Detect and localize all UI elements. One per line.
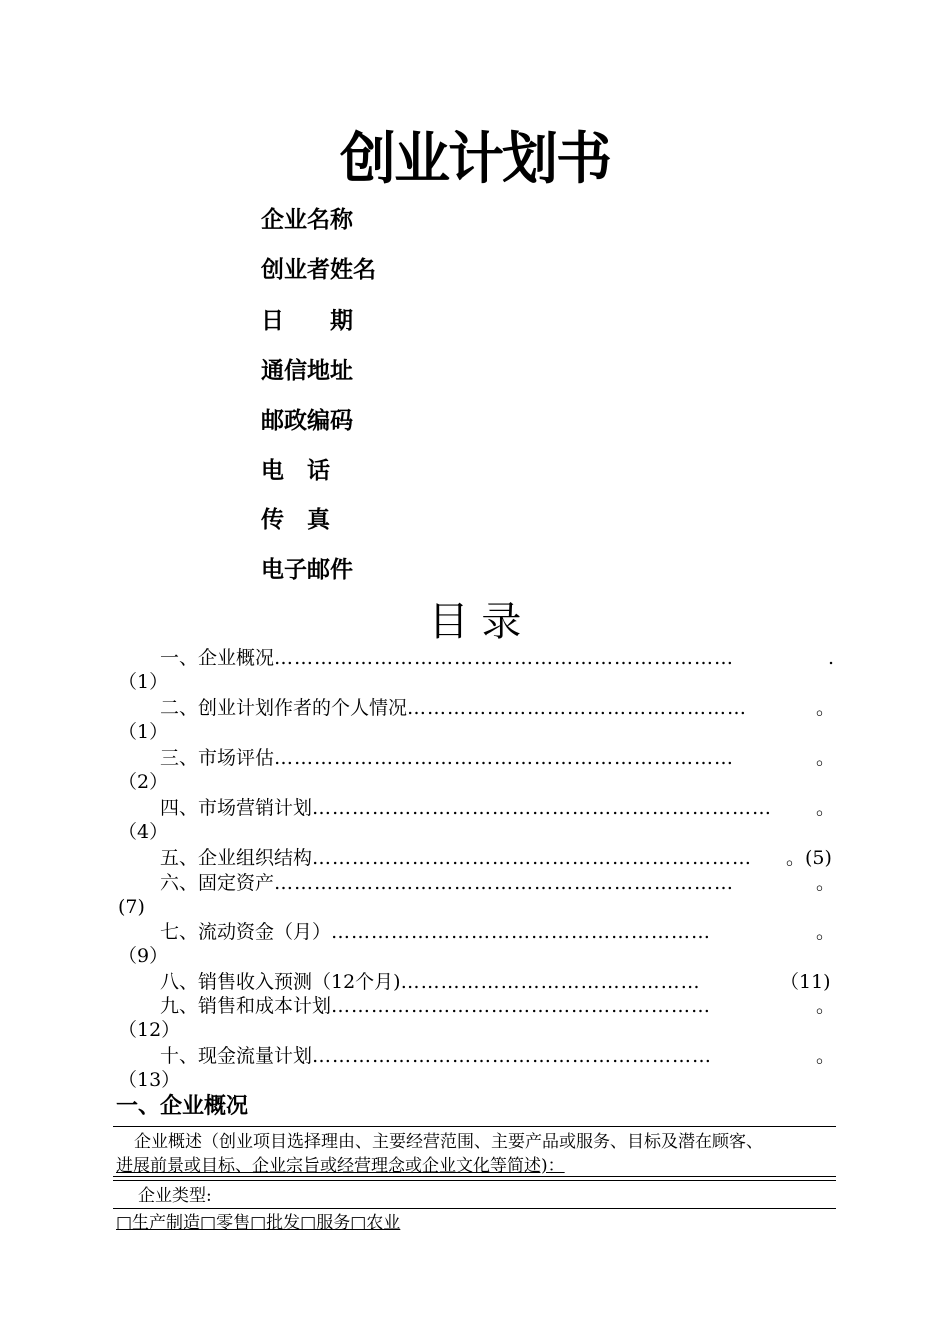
- toc-entry-end: 。: [816, 747, 836, 769]
- company-type-label: 企业类型:: [138, 1186, 212, 1206]
- document-title: 创业计划书: [340, 127, 610, 192]
- date-label: 日 期: [261, 308, 353, 334]
- toc-page-number: （1）: [118, 721, 169, 743]
- toc-entry-end: 。: [816, 697, 836, 719]
- toc-entry[interactable]: [160, 746, 832, 770]
- toc-entry-end: .: [828, 647, 835, 669]
- toc-entry[interactable]: [160, 994, 832, 1018]
- toc-entry-end: 。(5): [786, 847, 832, 869]
- toc-leader-dots: ……………………………………………………: [312, 1045, 713, 1067]
- toc-entry-end: （11): [780, 971, 831, 993]
- toc-entry-label: 十、现金流量计划: [160, 1045, 313, 1067]
- toc-entry-label: 九、销售和成本计划: [160, 995, 332, 1017]
- toc-entry-label: 二、创业计划作者的个人情况: [160, 697, 408, 719]
- toc-page-number: （13）: [118, 1069, 181, 1091]
- toc-entry-end: 。: [816, 872, 836, 894]
- toc-entry-end: 。: [816, 797, 836, 819]
- divider: [113, 1126, 836, 1127]
- toc-leader-dots: ………………………………………: [400, 971, 701, 993]
- divider: [113, 1208, 836, 1209]
- toc-entry-label: 三、市场评估: [160, 747, 275, 769]
- toc-entry-end: 。: [816, 1045, 836, 1067]
- toc-leader-dots: ……………………………………………: [407, 697, 748, 719]
- toc-entry[interactable]: [160, 646, 835, 670]
- email-label: 电子邮件: [261, 557, 353, 583]
- toc-entry-label: 一、企业概况: [160, 647, 275, 669]
- toc-entry-label: 四、市场营销计划: [160, 797, 313, 819]
- toc-page-number: （9）: [118, 945, 169, 967]
- toc-entry[interactable]: [160, 846, 786, 870]
- toc-leader-dots: …………………………………………………: [331, 921, 712, 943]
- toc-page-number: （4）: [118, 821, 169, 843]
- postal-code-label: 邮政编码: [261, 408, 353, 434]
- overview-prompt: 企业概述（创业项目选择理由、主要经营范围、主要产品或服务、目标及潜在顾客、: [134, 1132, 763, 1152]
- address-label: 通信地址: [261, 358, 353, 384]
- toc-page-number: （12）: [118, 1019, 181, 1041]
- toc-entry[interactable]: [160, 1044, 832, 1068]
- company-name-label: 企业名称: [261, 207, 353, 233]
- company-type-options[interactable]: □生产制造□零售□批发□服务□农业: [116, 1213, 401, 1233]
- founder-name-label: 创业者姓名: [261, 257, 376, 283]
- toc-leader-dots: …………………………………………………: [331, 995, 712, 1017]
- toc-page-number: (7): [118, 896, 145, 918]
- toc-page-number: （2）: [118, 771, 169, 793]
- phone-label: 电 话: [261, 458, 330, 484]
- toc-entry[interactable]: [160, 970, 780, 994]
- toc-entry[interactable]: [160, 871, 832, 895]
- toc-page-number: （1）: [118, 671, 169, 693]
- section-heading: 一、企业概况: [116, 1094, 249, 1119]
- toc-leader-dots: ……………………………………………………………: [274, 872, 735, 894]
- toc-leader-dots: ……………………………………………………………: [274, 647, 735, 669]
- divider: [113, 1176, 836, 1177]
- toc-entry-end: 。: [816, 921, 836, 943]
- toc-entry-label: 五、企业组织结构: [160, 847, 313, 869]
- toc-leader-dots: ……………………………………………………………: [274, 747, 735, 769]
- overview-prompt-continued: 进展前景或目标、企业宗旨或经营理念或企业文化等简述)：: [116, 1156, 565, 1176]
- toc-entry-end: 。: [816, 995, 836, 1017]
- toc-entry[interactable]: [160, 796, 832, 820]
- toc-entry[interactable]: [160, 920, 832, 944]
- toc-entry-label: 六、固定资产: [160, 872, 275, 894]
- toc-entry-label: 七、流动资金（月）: [160, 921, 332, 943]
- divider: [113, 1180, 836, 1181]
- toc-leader-dots: …………………………………………………………: [312, 847, 753, 869]
- toc-leader-dots: ……………………………………………………………: [312, 797, 773, 819]
- fax-label: 传 真: [261, 507, 330, 533]
- toc-entry-label: 八、销售收入预测（12个月): [160, 971, 401, 993]
- toc-title: 目 录: [428, 599, 522, 645]
- toc-entry[interactable]: [160, 696, 832, 720]
